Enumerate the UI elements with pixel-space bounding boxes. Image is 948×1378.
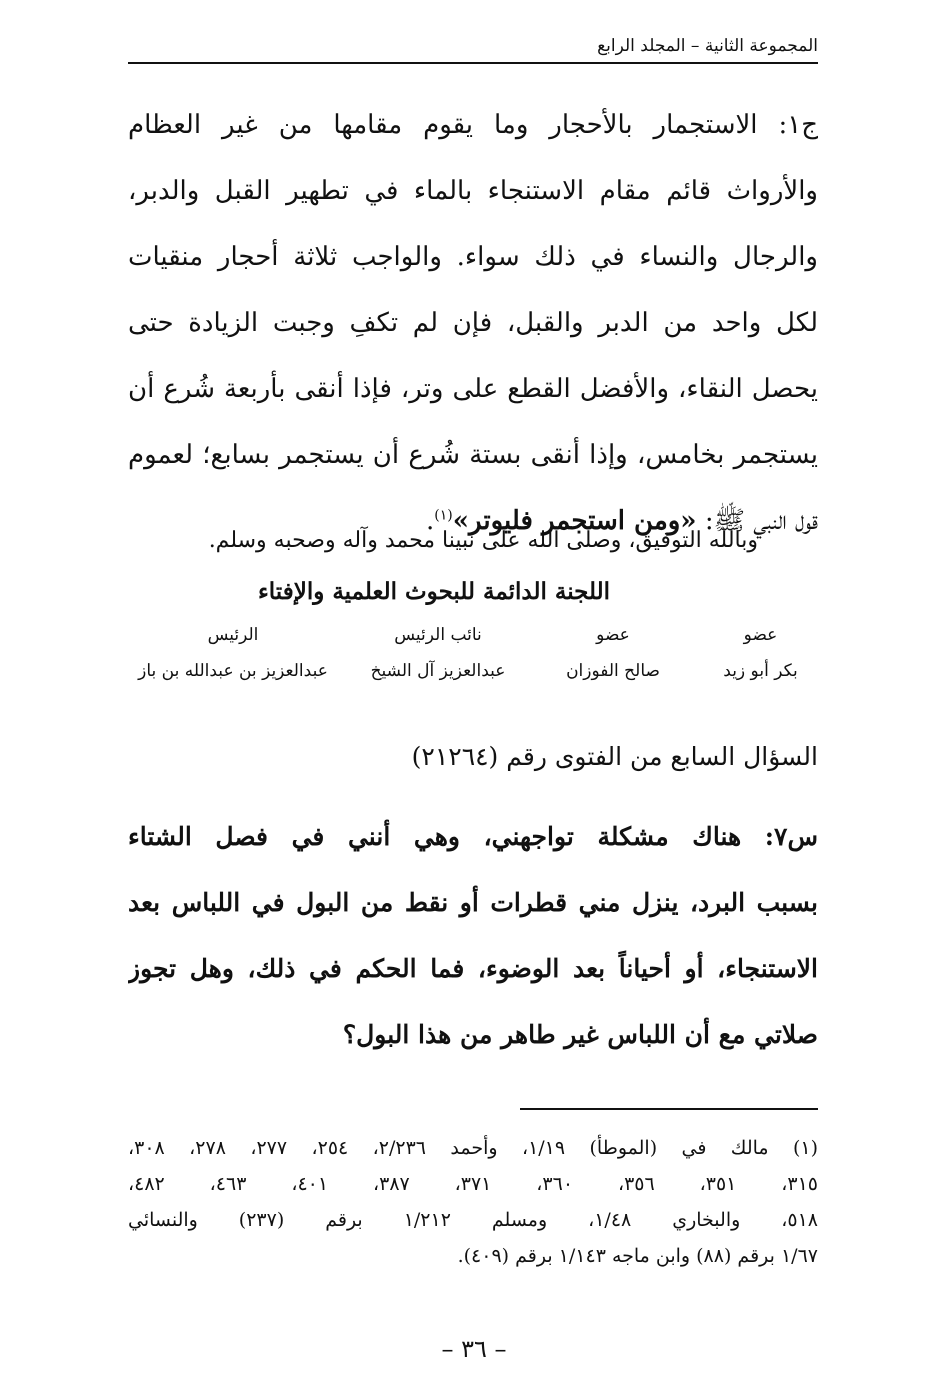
signature-member xyxy=(543,625,683,681)
signature-chairman xyxy=(128,625,338,681)
page-number: – ٣٦ – xyxy=(441,1335,507,1363)
footnote-rule xyxy=(520,1108,818,1110)
signature-vice-chairman xyxy=(353,625,523,681)
signature-name: بكر أبو زيد xyxy=(723,661,798,681)
signature-role: عضو xyxy=(596,625,630,645)
answer-line: يستجمر بخامس، وإذا أنقى بستة شُرع أن يستجمر بسابع؛ لعموم xyxy=(128,440,818,470)
answer-last-suffix: . xyxy=(426,506,435,536)
question-paragraph xyxy=(128,804,818,1068)
footnote-line: ٣١٥، ٣٥١، ٣٥٦، ٣٦٠، ٣٧١، ٣٨٧، ٤٠١، ٤٦٣، ٤٨٢، xyxy=(128,1173,818,1195)
footnote xyxy=(128,1130,818,1274)
footnote-line: ١/٦٧ برقم (٨٨) وابن ماجه ١/١٤٣ برقم (٤٠٩). xyxy=(457,1245,818,1267)
signature-name: صالح الفوزان xyxy=(566,661,660,681)
answer-line: والرجال والنساء في ذلك سواء. والواجب ثلاثة أحجار منقيات xyxy=(128,242,818,272)
committee-title: اللجنة الدائمة للبحوث العلمية والإفتاء xyxy=(257,578,611,605)
header-title: المجموعة الثانية – المجلد الرابع xyxy=(589,36,818,56)
answer-line: لكل واحد من الدبر والقبل، فإن لم تكفِ وجبت الزيادة حتى xyxy=(128,308,818,338)
signature-role: الرئيس xyxy=(207,625,259,645)
question-line: بسبب البرد، ينزل مني قطرات أو نقط من البول في اللباس بعد xyxy=(128,888,818,917)
signature-member xyxy=(703,625,818,681)
answer-paragraph xyxy=(128,92,818,554)
footnote-ref[interactable]: (١) xyxy=(434,507,453,524)
question-heading: السؤال السابع من الفتوى رقم (٢١٢٦٤) xyxy=(411,742,818,771)
footnote-line: (١) مالك في (الموطأ) ١/١٩، وأحمد ٢/٢٣٦، ٢٥٤، ٢٧٧، ٢٧٨، ٣٠٨، xyxy=(128,1137,818,1159)
question-line: صلاتي مع أن اللباس غير طاهر من هذا البول؟ xyxy=(342,1020,818,1049)
answer-line: والأرواث قائم مقام الاستنجاء بالماء في تطهير القبل والدبر، xyxy=(128,176,818,206)
header-rule xyxy=(128,62,818,64)
footnote-line: ٥١٨، والبخاري ١/٤٨، ومسلم ١/٢١٢ برقم (٢٣٧) والنسائي xyxy=(128,1209,818,1231)
answer-line: ج١: الاستجمار بالأحجار وما يقوم مقامها من غير العظام xyxy=(128,110,818,140)
signature-name: عبدالعزيز آل الشيخ xyxy=(370,661,506,681)
answer-line: يحصل النقاء، والأفضل القطع على وتر، فإذا أنقى بأربعة شُرع أن xyxy=(128,374,818,404)
signature-name: عبدالعزيز بن عبدالله بن باز xyxy=(138,661,328,681)
hadith-quote: «ومن استجمر فليوتر» xyxy=(452,506,697,536)
question-line: الاستنجاء، أو أحياناً بعد الوضوء، فما الحكم في ذلك، وهل تجوز xyxy=(128,954,818,983)
closing-line: وبالله التوفيق، وصلى الله على نبينا محمد وآله وصحبه وسلم. xyxy=(208,528,758,553)
question-line: س٧: هناك مشكلة تواجهني، وهي أنني في فصل الشتاء xyxy=(128,822,818,851)
signature-row xyxy=(128,625,818,705)
signature-role: عضو xyxy=(743,625,778,645)
running-header xyxy=(128,30,818,70)
answer-last-prefix: قول النبي ﷺ: xyxy=(696,506,818,536)
signature-role: نائب الرئيس xyxy=(394,625,482,645)
